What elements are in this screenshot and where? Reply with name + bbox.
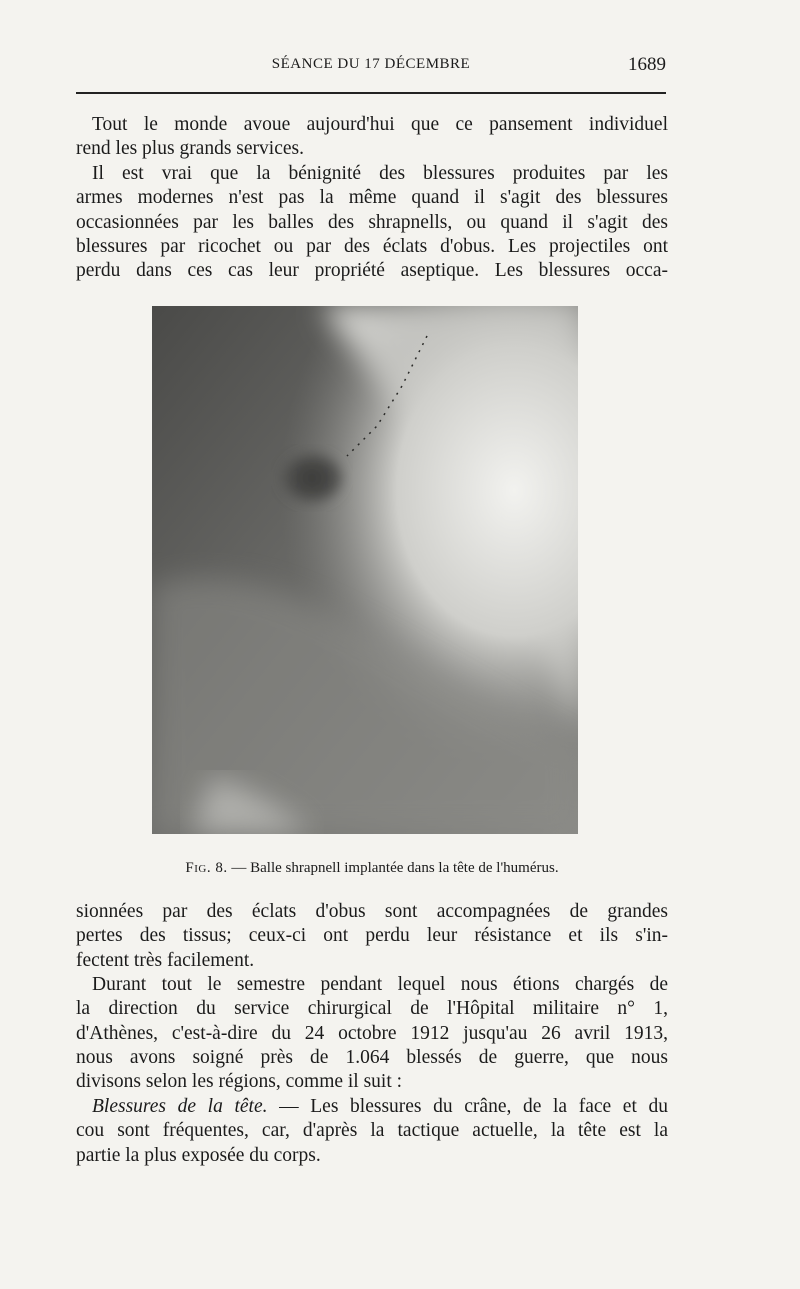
text-line: d'Athènes, c'est-à-dire du 24 octobre 1912 jusqu'au 26 avril 1913, bbox=[76, 1022, 668, 1044]
text-line: cou sont fréquentes, car, d'après la tactique actuelle, la tête est la bbox=[76, 1120, 668, 1142]
figure-caption bbox=[76, 860, 668, 877]
text-line: partie la plus exposée du corps. bbox=[76, 1144, 321, 1166]
text-line: fectent très facilement. bbox=[76, 949, 255, 971]
shrapnell-ball bbox=[278, 450, 346, 506]
xray-image bbox=[152, 306, 578, 834]
text-run: — Les blessures du crâne, de la face et du bbox=[267, 1096, 668, 1117]
text-line: Durant tout le semestre pendant lequel nous étions chargés de bbox=[92, 974, 668, 995]
text-line: occasionnées par les balles des shrapnells, ou quand il s'agit des bbox=[76, 211, 668, 233]
text-line: pertes des tissus; ceux-ci ont perdu leur résistance et ils s'in- bbox=[76, 925, 668, 947]
text-line: perdu dans ces cas leur propriété aseptique. Les blessures occa- bbox=[76, 260, 668, 282]
text-line: nous avons soigné près de 1.064 blessés de guerre, que nous bbox=[76, 1046, 668, 1068]
paragraph-4 bbox=[76, 973, 668, 1094]
xray-figure bbox=[152, 306, 578, 834]
text-line bbox=[76, 1095, 668, 1119]
figure-number: Fig. 8. bbox=[185, 860, 228, 876]
page-number: 1689 bbox=[628, 54, 666, 75]
text-line: rend les plus grands services. bbox=[76, 138, 304, 160]
paragraph-2 bbox=[76, 162, 668, 283]
text-line: Tout le monde avoue aujourd'hui que ce pansement individuel bbox=[92, 114, 668, 135]
caption-text: — Balle shrapnell implantée dans la tête de l'humérus. bbox=[227, 860, 559, 876]
paragraph-1 bbox=[76, 113, 668, 162]
text-line: sionnées par des éclats d'obus sont accompagnées de grandes bbox=[76, 901, 668, 922]
text-line: divisons selon les régions, comme il suit : bbox=[76, 1071, 403, 1093]
text-line: la direction du service chirurgical de l'Hôpital militaire n° 1, bbox=[76, 998, 668, 1020]
header-rule bbox=[76, 92, 666, 94]
text-line: Il est vrai que la bénignité des blessures produites par les bbox=[92, 163, 668, 184]
running-title: SÉANCE DU 17 DÉCEMBRE bbox=[271, 56, 471, 72]
paragraph-5 bbox=[76, 1095, 668, 1168]
page-header bbox=[76, 52, 666, 82]
section-heading: Blessures de la tête. bbox=[92, 1096, 268, 1117]
paragraph-3 bbox=[76, 900, 668, 973]
text-line: armes modernes n'est pas la même quand il s'agit des blessures bbox=[76, 187, 668, 209]
text-line: blessures par ricochet ou par des éclats d'obus. Les projectiles ont bbox=[76, 235, 668, 257]
